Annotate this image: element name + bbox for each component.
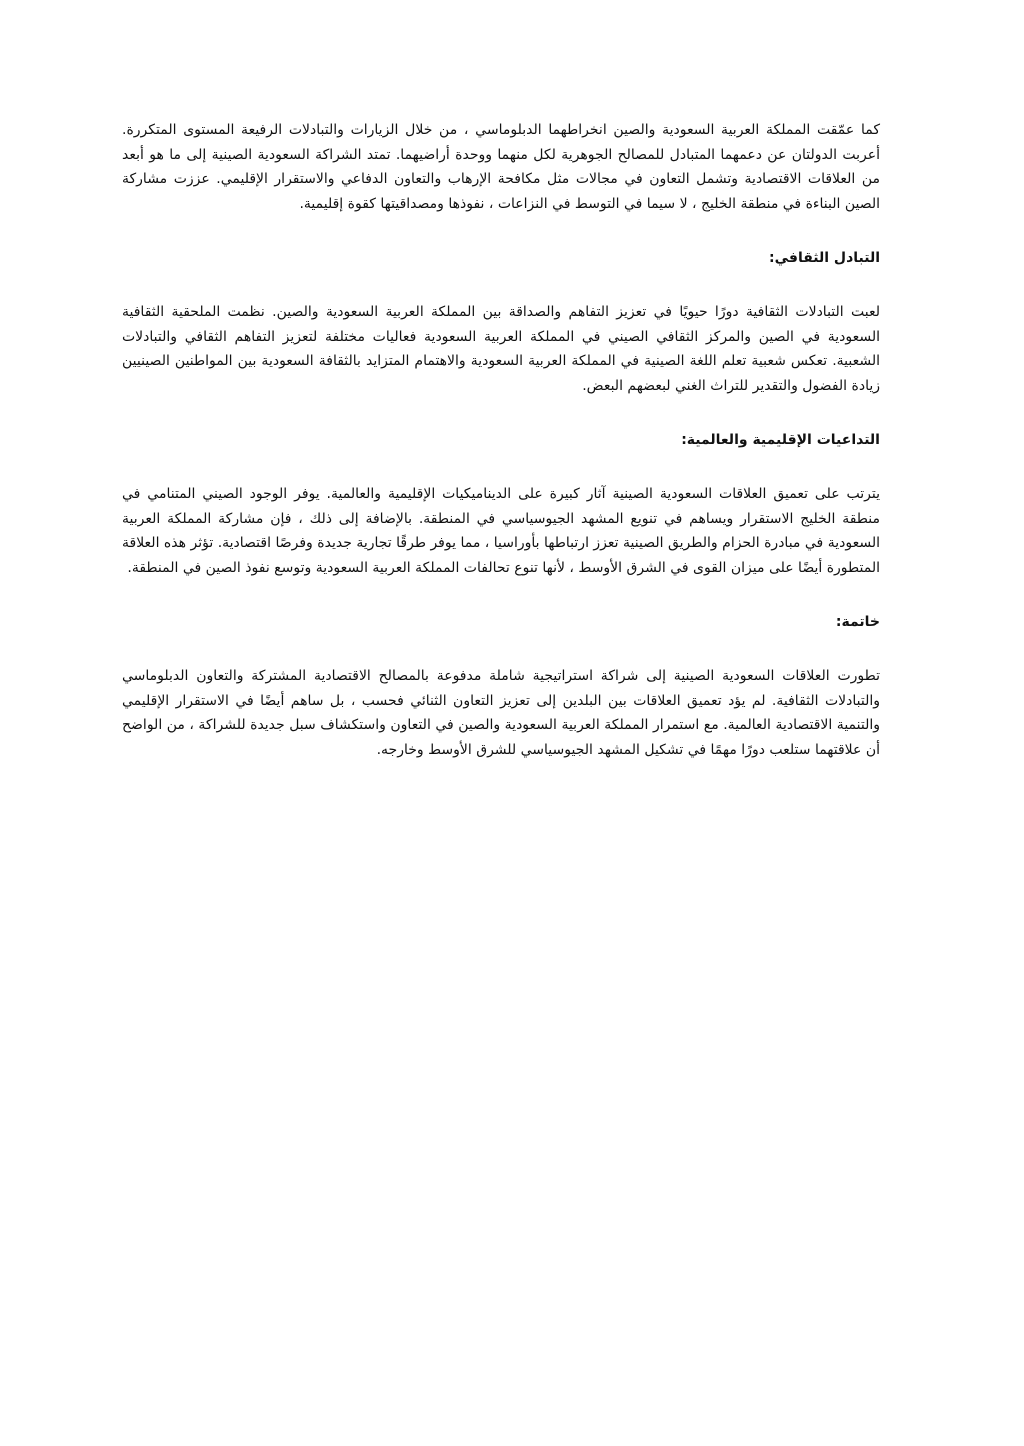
spacer [122, 452, 880, 482]
section-paragraph-regional-global-implications: يترتب على تعميق العلاقات السعودية الصينية آثار كبيرة على الديناميكيات الإقليمية والعالمية. يوفر الوجود الصيني المتنامي في منطقة الخليج الاستقرار ويساهم في تنويع المشهد الجيوسياسي في المنطقة. بالإضافة إلى ذلك ، فإن مشاركة المملكة العربية السعودية في مبادرة الحزام والطريق الصينية تعزز ارتباطها بأوراسيا ، مما يوفر طرقًا تجارية جديدة وفرصًا اقتصادية. تؤثر هذه العلاقة المتطورة أيضًا على ميزان القوى في الشرق الأوسط ، لأنها تنوع تحالفات المملكة العربية السعودية وتوسع نفوذ الصين في المنطقة. [122, 486, 880, 576]
spacer [122, 216, 880, 246]
spacer [122, 398, 880, 428]
document-page [122, 118, 880, 762]
spacer [122, 580, 880, 610]
spacer [122, 270, 880, 300]
section-heading-conclusion: خاتمة: [835, 614, 880, 630]
section-heading-cultural-exchange: التبادل الثقافي: [769, 250, 880, 266]
spacer [122, 634, 880, 664]
section-paragraph-cultural-exchange: لعبت التبادلات الثقافية دورًا حيويًا في تعزيز التفاهم والصداقة بين المملكة العربية السعودية والصين. نظمت الملحقية الثقافية السعودية في الصين والمركز الثقافي الصيني في المملكة العربية السعودية فعاليات مختلفة لتعزيز التفاهم الثقافي والتبادلات الشعبية. تعكس شعبية تعلم اللغة الصينية في المملكة العربية السعودية والاهتمام المتزايد بالثقافة السعودية بين المواطنين الصينيين زيادة الفضول والتقدير للتراث الغني لبعضهم البعض. [122, 304, 880, 394]
section-heading-regional-global-implications: التداعيات الإقليمية والعالمية: [681, 432, 880, 448]
section-paragraph-conclusion: تطورت العلاقات السعودية الصينية إلى شراكة استراتيجية شاملة مدفوعة بالمصالح الاقتصادية المشتركة والتعاون الدبلوماسي والتبادلات الثقافية. لم يؤد تعميق العلاقات بين البلدين إلى تعزيز التعاون الثنائي فحسب ، بل ساهم أيضًا في الاستقرار الإقليمي والتنمية الاقتصادية العالمية. مع استمرار المملكة العربية السعودية والصين في التعاون واستكشاف سبل جديدة للشراكة ، من الواضح أن علاقتهما ستلعب دورًا مهمًا في تشكيل المشهد الجيوسياسي للشرق الأوسط وخارجه. [122, 668, 880, 758]
intro-paragraph: كما عمّقت المملكة العربية السعودية والصين انخراطهما الدبلوماسي ، من خلال الزيارات والتبادلات الرفيعة المستوى المتكررة. أعربت الدولتان عن دعمهما المتبادل للمصالح الجوهرية لكل منهما ووحدة أراضيهما. تمتد الشراكة السعودية الصينية إلى ما هو أبعد من العلاقات الاقتصادية وتشمل التعاون في مجالات مثل مكافحة الإرهاب والتعاون الدفاعي والاستقرار الإقليمي. عززت مشاركة الصين البناءة في منطقة الخليج ، لا سيما في التوسط في النزاعات ، نفوذها ومصداقيتها كقوة إقليمية. [122, 122, 880, 212]
